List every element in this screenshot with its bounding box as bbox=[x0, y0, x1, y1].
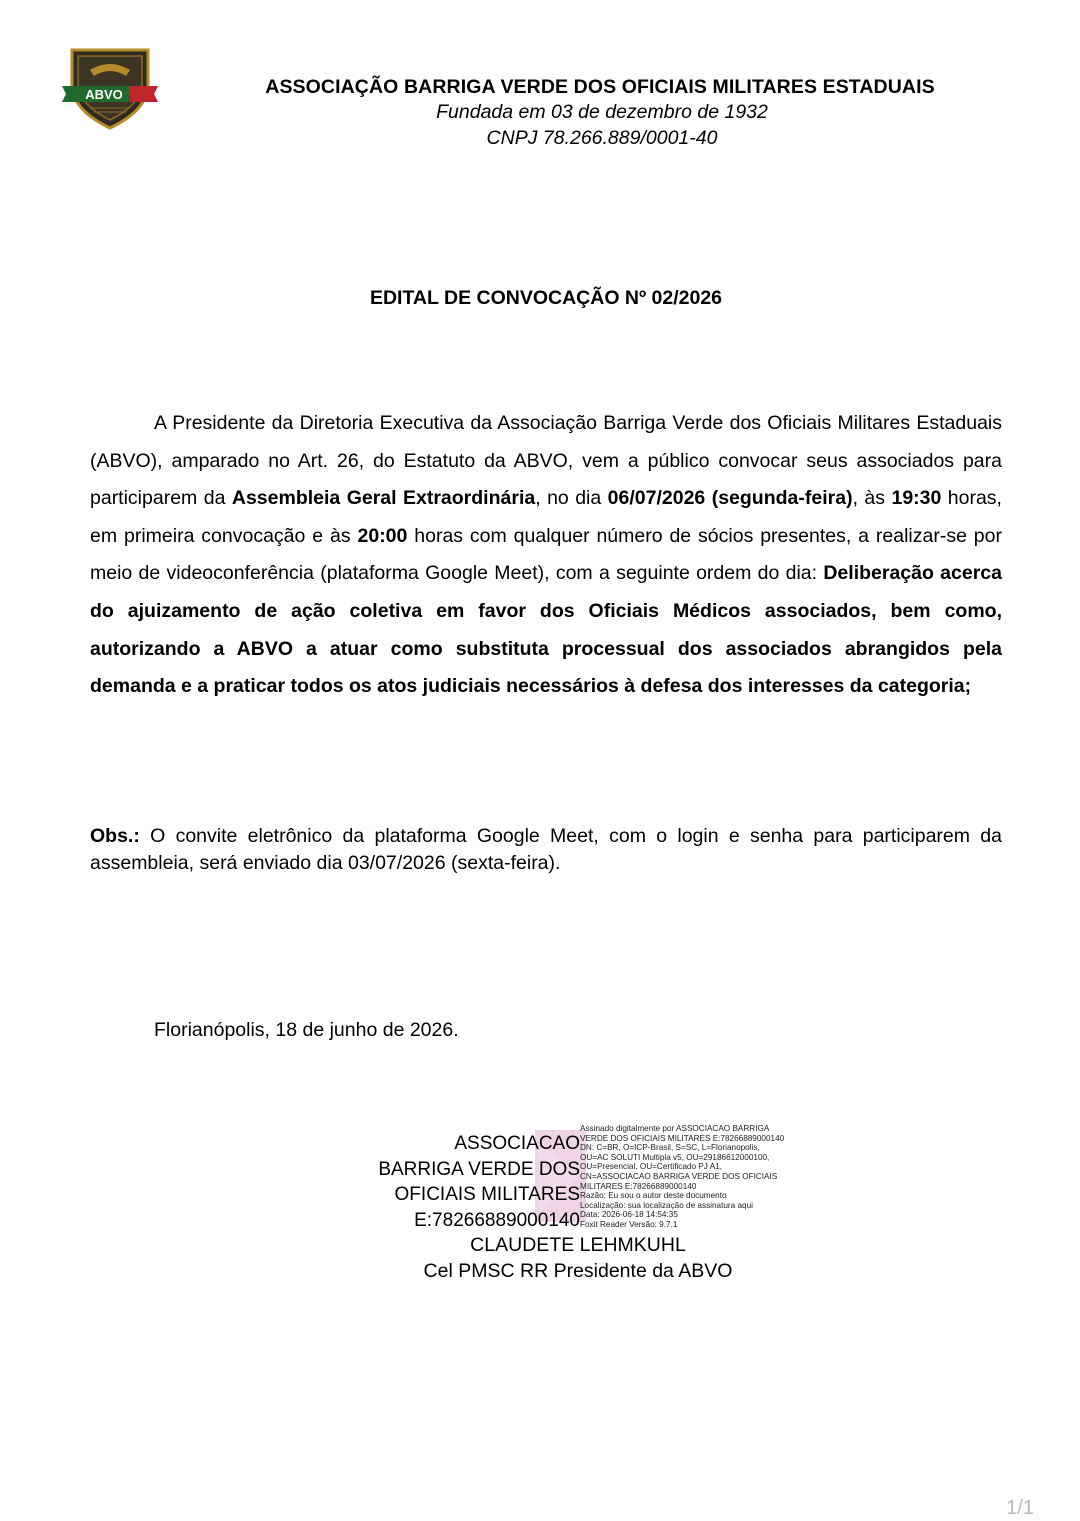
meeting-date: 06/07/2026 (segunda-feira) bbox=[607, 487, 853, 510]
signature-detail-line: Data: 2026-06-18 14:54:35 bbox=[580, 1210, 678, 1220]
second-call-time: 20:00 bbox=[357, 524, 408, 547]
signature-detail-line: OU=Presencial, OU=Certificado PJ A1, bbox=[580, 1162, 722, 1172]
paragraph-text: horas com qualquer número de sócios presentes, a realizar-se por meio de videoconferência (plataforma Google Meet), com a seguinte ordem do dia: bbox=[90, 524, 1002, 585]
paragraph-text: , às bbox=[852, 487, 892, 510]
obs-text: O convite eletrônico da plataforma Google Meet, com o login e senha para participarem da assembleia, será enviado dia 03/07/2026 (sexta-feira). bbox=[90, 825, 1002, 874]
signature-detail-line: VERDE DOS OFICIAIS MILITARES E:78266889000140 bbox=[580, 1133, 785, 1143]
association-name: ASSOCIAÇÃO BARRIGA VERDE DOS OFICIAIS MILITARES ESTADUAIS bbox=[265, 76, 935, 98]
obs-label: Obs.: bbox=[90, 825, 140, 847]
paragraph-text: , no dia bbox=[535, 487, 608, 510]
signature-detail-line: CN=ASSOCIACAO BARRIGA VERDE DOS OFICIAIS bbox=[580, 1171, 778, 1181]
signer-role: Cel PMSC RR Presidente da ABVO bbox=[423, 1260, 733, 1282]
signature-detail-line: Assinado digitalmente por ASSOCIACAO BARRIGA bbox=[580, 1124, 770, 1133]
place-and-date: Florianópolis, 18 de junho de 2026. bbox=[154, 1019, 459, 1041]
founded-date: Fundada em 03 de dezembro de 1932 bbox=[436, 101, 768, 123]
signature-detail-line: Foxit Reader Versão: 9.7.1 bbox=[580, 1219, 678, 1229]
cnpj: CNPJ 78.266.889/0001-40 bbox=[486, 127, 718, 149]
page-number: 1/1 bbox=[1006, 1497, 1034, 1519]
abvo-logo bbox=[58, 44, 162, 132]
signatory-line: ASSOCIACAO bbox=[454, 1133, 580, 1154]
paragraph-text: horas, em primeira convocação e às bbox=[90, 487, 1002, 547]
signature-details bbox=[580, 1124, 820, 1230]
signature-detail-line: Razão: Eu sou o autor deste documento bbox=[580, 1191, 727, 1201]
document-title: EDITAL DE CONVOCAÇÃO Nº 02/2026 bbox=[369, 287, 723, 309]
convocation-paragraph bbox=[90, 405, 1002, 706]
paragraph-text: A Presidente da Diretoria Executiva da Associação Barriga Verde dos Oficiais Militares Estaduais (ABVO), amparado no Art. 26, do Estatuto da ABVO, vem a público convocar seus associados para participarem da bbox=[90, 412, 1002, 510]
signature-detail-line: OU=AC SOLUTI Multipla v5, OU=29186612000100, bbox=[580, 1152, 770, 1162]
observation bbox=[90, 823, 1002, 877]
meeting-type: Assembleia Geral Extraordinária bbox=[231, 487, 536, 510]
agenda-item: Deliberação acerca do ajuizamento de ação coletiva em favor dos Oficiais Médicos associados, bem como, autorizando a ABVO a atuar como substituta processual dos associados abrangidos pela demanda e a praticar todos os atos judiciais necessários à defesa dos interesses da categoria; bbox=[90, 562, 1002, 698]
signatory-line: BARRIGA VERDE DOS bbox=[378, 1158, 580, 1180]
signatory-line: OFICIAIS MILITARES bbox=[394, 1184, 580, 1205]
logo-text: ABVO bbox=[85, 87, 123, 102]
signature-detail-line: DN: C=BR, O=ICP-Brasil, S=SC, L=Florianopolis, bbox=[580, 1143, 760, 1153]
signer-name: CLAUDETE LEHMKUHL bbox=[470, 1234, 686, 1256]
signature-detail-line: MILITARES E:78266889000140 bbox=[580, 1181, 697, 1191]
signatory-entity bbox=[358, 1131, 580, 1233]
first-call-time: 19:30 bbox=[891, 487, 942, 510]
signer-block bbox=[370, 1232, 786, 1284]
signature-detail-line: Localização: sua localização de assinatura aqui bbox=[580, 1200, 753, 1210]
signatory-line: E:78266889000140 bbox=[414, 1209, 580, 1231]
